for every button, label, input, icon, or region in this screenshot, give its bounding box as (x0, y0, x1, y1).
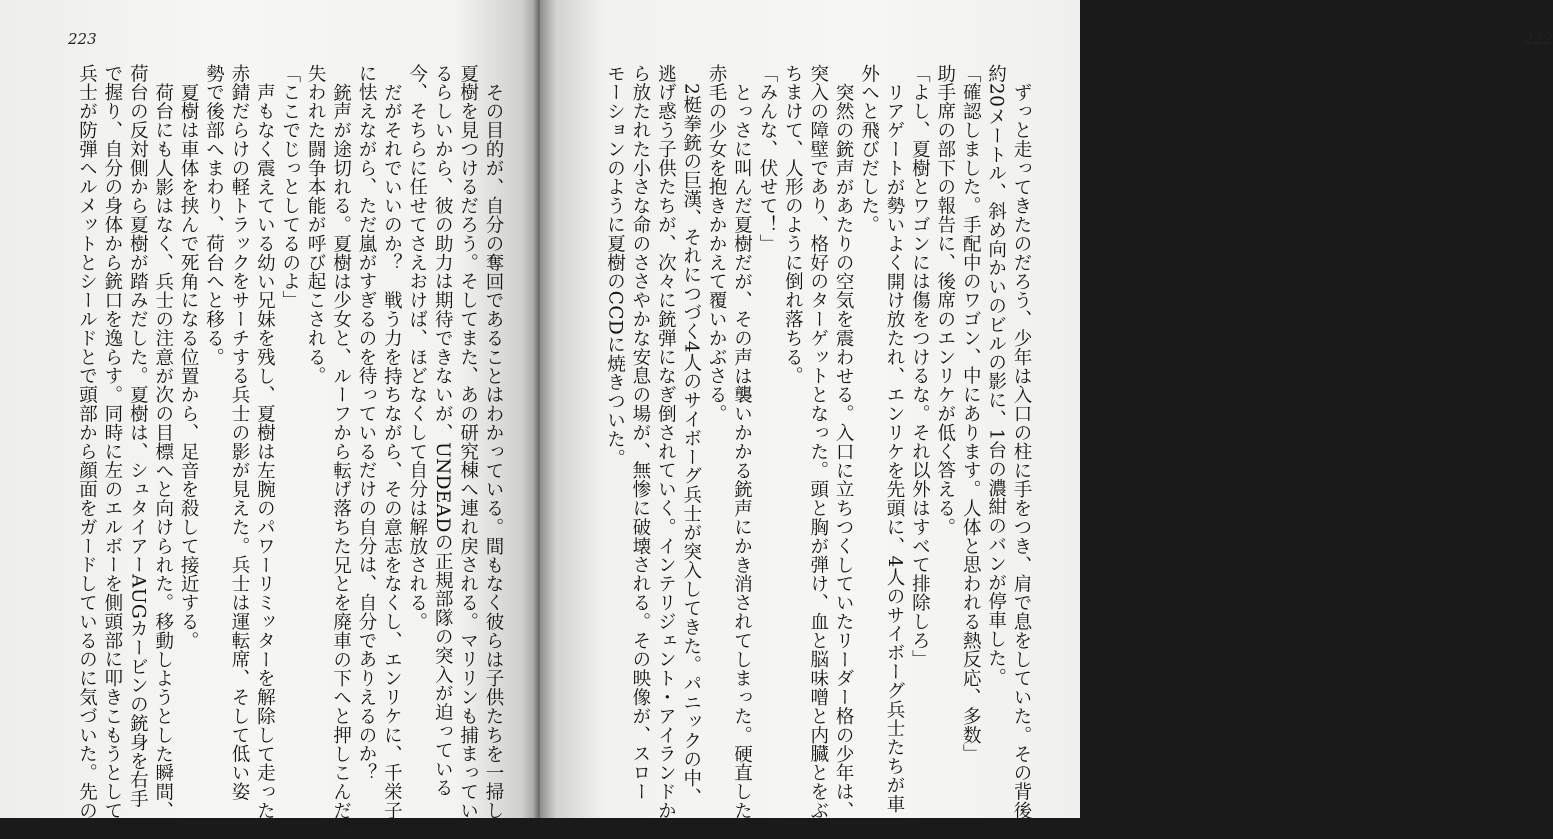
text-line: 突入の障壁であり、格好のターゲットとなった。頭と胸が弾け、血と脳味噌と内臓とをぶ (807, 64, 829, 820)
text-line: ちまけて、人形のように倒れ落ちる。 (782, 64, 804, 386)
text-line: 2梃拳銃の巨漢、それにつづく4人のサイボーグ兵士が突入してきた。パニックの中、 (680, 82, 702, 807)
text-line: 「よし、夏樹とワゴンには傷をつけるな。それ以外はすべて排除しろ」 (909, 64, 931, 669)
text-line: に怯えながら、ただ嵐がすぎるのを待っているだけの自分は、自分でありえるのか？ (355, 64, 377, 783)
text-line: 助手席の部下の報告に、後席のエンリケが低く答える。 (934, 64, 956, 537)
text-line: 今、そちらに任せてさえおけば、ほどなくして自分は解放される。 (406, 64, 428, 631)
text-line: 夏樹は車体を挟んで死角になる位置から、足音を殺して接近する。 (178, 82, 200, 650)
text-line: その目的が、自分の奪回であることはわかっている。間もなく彼らは子供たちを一掃し、 (483, 82, 504, 839)
text-line: ら放たれた小さな命のささやかな安息の場が、無惨に破壊される。その映像が、スロー (629, 64, 651, 802)
text-line: 声もなく震えている幼い兄妹を残し、夏樹は左腕のパワーリミッターを解除して走った。 (254, 82, 276, 839)
text-line: 荷台にも人影はなく、兵士の注意が次の目標へと向けられた。移動しようとした瞬間、 (152, 82, 174, 820)
text-line: 勢で後部へまわり、荷台へと移る。 (203, 64, 225, 367)
text-line: 荷台の反対側から夏樹が踏みだした。夏樹は、シュタイアーAUGカービンの銃身を右手 (127, 64, 149, 809)
text-line: 夏樹を見つけるだろう。そしてまた、あの研究棟へ連れ戻される。マリリンも捕まってい (457, 64, 479, 820)
text-line: 兵士が防弾ヘルメットとシールドとで頭部から顔面をガードしているのに気づいた。先の (76, 64, 98, 820)
text-line: 銃声が途切れる。夏樹は少女と、ルーフから転げ落ちた兄とを廃車の下へと押しこんだ。 (330, 82, 352, 839)
left-page-text (74, 64, 506, 839)
text-line: 失われた闘争本能が呼び起こされる。 (305, 64, 327, 386)
text-line: だがそれでいいのか？ 戦う力を持ちながら、その意志をなくし、エンリケに、千栄子 (381, 82, 403, 820)
text-line: リアゲートが勢いよく開け放たれ、エンリケを先頭に、4人のサイボーグ兵士たちが車 (883, 82, 905, 813)
right-page-text (602, 64, 1034, 820)
text-line: とっさに叫んだ夏樹だが、その声は襲いかかる銃声にかき消されてしまった。硬直した (731, 82, 753, 820)
text-line: 赤毛の少女を抱きかかえて覆いかぶさる。 (706, 64, 728, 424)
text-line: ずっと走ってきたのだろう、少年は入口の柱に手をつき、肩で息をしていた。その背後 (1011, 82, 1032, 820)
text-line: 突然の銃声があたりの空気を震わせる。入口に立ちつくしていたリーダー格の少年は、 (833, 82, 855, 820)
text-line: 「みんな、伏せて！」 (756, 64, 778, 253)
page-number-left: 223 (68, 30, 97, 48)
text-line: 「ここでじっとしてるのよ」 (279, 64, 301, 310)
left-page (0, 0, 538, 839)
text-line: 約20メートル、斜め向かいのビルの影に、1台の濃紺のバンが停車した。 (985, 64, 1007, 687)
text-line: 外へと飛びだした。 (858, 64, 880, 235)
right-page (540, 0, 1553, 820)
text-line: 逃げ惑う子供たちが、次々に銃弾になぎ倒されていく。インテリジェント・アイランドか (655, 64, 677, 820)
page-number-right: 222 (1524, 30, 1553, 48)
text-line: モーションのように夏樹のCCDに焼きついた。 (604, 64, 626, 468)
text-line: 赤錆だらけの軽トラックをサーチする兵士の影が見えた。兵士は運転席、そして低い姿 (228, 64, 250, 802)
text-line: るらしいから、彼の助力は期待できないが、UNDEADの正規部隊の突入が迫っている (432, 64, 454, 798)
text-line: で握り、自分の身体から銃口を逸らす。同時に左のエルボーを側頭部に叩きこもうとして、 (101, 64, 123, 839)
text-line: 「確認しました。手配中のワゴン、中にあります。人体と思われる熱反応、多数」 (960, 64, 982, 764)
